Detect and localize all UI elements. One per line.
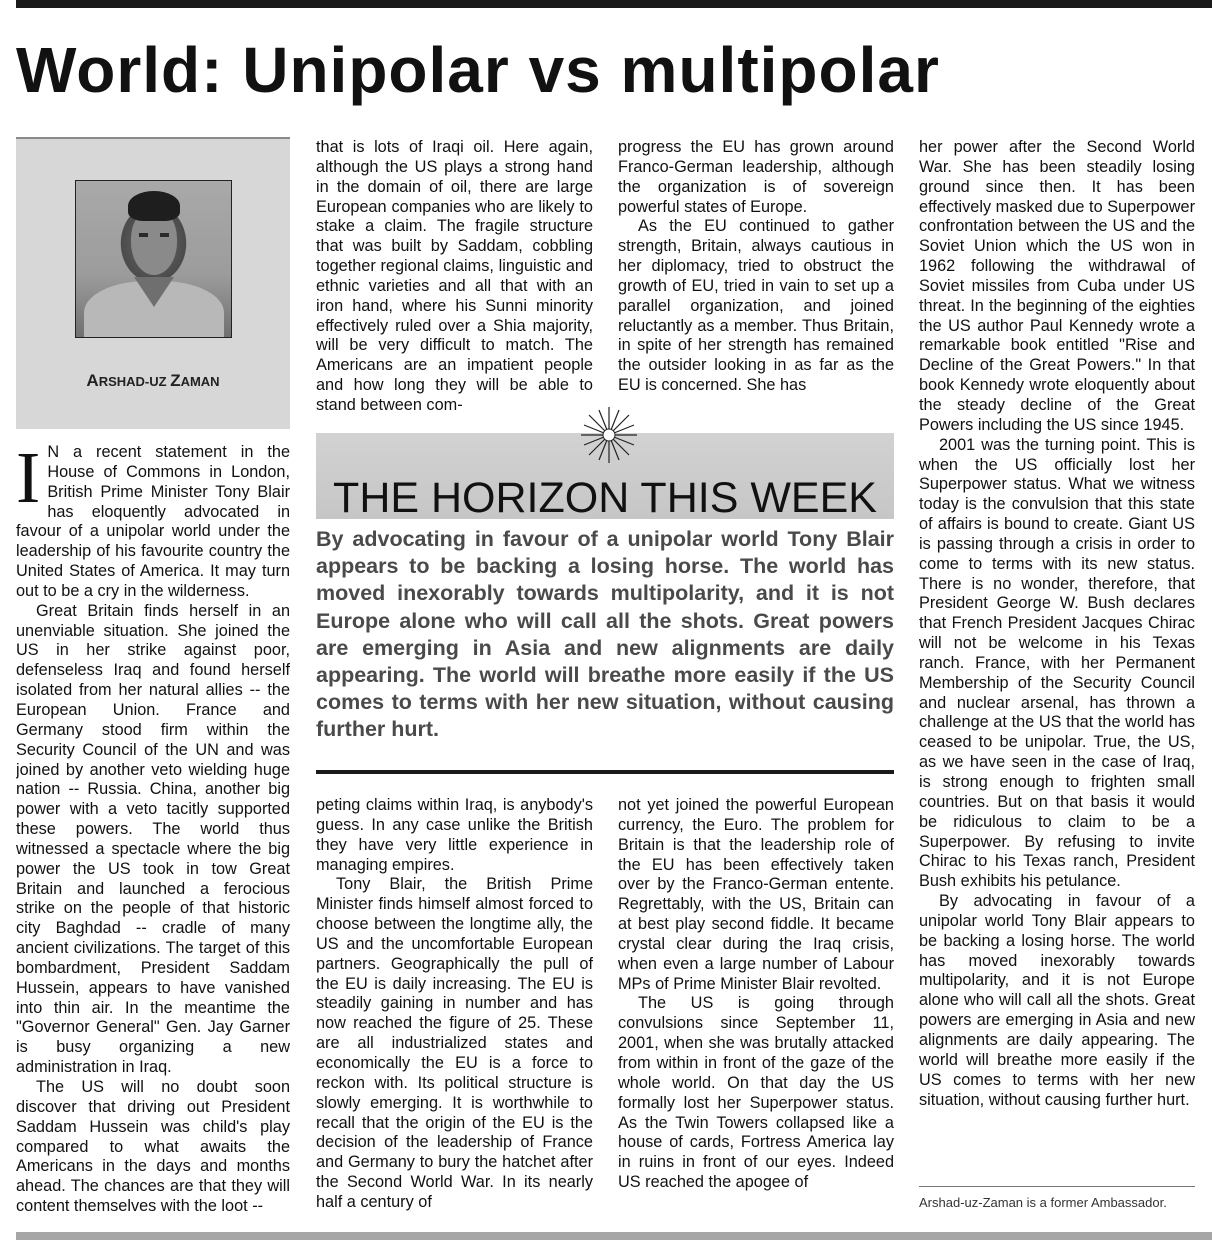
- paragraph: not yet joined the powerful European currency, the Euro. The problem for Britain is that the leadership role of the EU has been effectively taken over by the Franco-German entente. Regrettably, with the US, Britain can at best play second fiddle. It became crystal clear during the Iraq crisis, when even a large number of Labour MPs of Prime Minister Blair revolted.: [618, 796, 894, 993]
- column-2-bottom: [316, 796, 593, 1216]
- author-name-part: RSHAD-UZ: [98, 374, 171, 389]
- column-4: [919, 138, 1195, 1178]
- paragraph: The US is going through convulsions since September 11, 2001, when she was brutally attacked from within in front of the gaze of the whole world. On that day the US formally lost her Superpower status. As the Twin Towers collapsed like a house of cards, Fortress America lay in ruins in front of our eyes. Indeed US reached the apogee of: [618, 994, 894, 1192]
- paragraph: The US will no doubt soon discover that driving out President Saddam Hussein was child's play compared to what awaits the Americans in the days and months ahead. The chances are that they will content themselves with the loot --: [16, 1078, 290, 1216]
- headline: World: Unipolar vs multipolar: [16, 34, 940, 106]
- paragraph: I N a recent statement in the House of Commons in London, British Prime Minister Tony Blair has eloquently advocated in favour of a unipolar world under the leadership of his favourite country the United States of America. It may turn out to be a cry in the wilderness.: [16, 443, 290, 600]
- top-rule: [16, 0, 1212, 8]
- paragraph: progress the EU has grown around Franco-German leadership, although the organization is of sovereign powerful states of Europe.: [618, 138, 894, 216]
- feature-title: THE HORIZON THIS WEEK: [333, 474, 877, 522]
- author-surname-part: AMAN: [180, 374, 220, 389]
- column-3-top: [618, 138, 894, 420]
- author-photo: [75, 180, 232, 338]
- column-3-bottom: [618, 796, 894, 1216]
- author-surname-initial: Z: [170, 371, 181, 390]
- feature-title-box: [316, 433, 894, 522]
- pull-quote-rule: [316, 770, 894, 774]
- paragraph: Great Britain finds herself in an unenviable situation. She joined the US in her strike against poor, defenseless Iraq and found herself isolated from her natural allies -- the European Union. France and Germany stood firm within the Security Council of the UN and was joined by another veto wielding huge nation -- Russia. China, another big power with a veto tacitly supported these powers. The world thus witnessed a spectacle where the big power the US took in tow Great Britain and launched a ferocious strike on the people of that historic city Baghdad -- cradle of many ancient civilizations. The target of this bombardment, President Saddam Hussein, appears to have vanished into thin air. In the meantime the "Governor General" Gen. Jay Garner is busy organizing a new administration in Iraq.: [16, 601, 290, 1077]
- starburst-icon: [579, 405, 639, 465]
- author-initial: A: [86, 371, 99, 390]
- author-footnote: Arshad-uz-Zaman is a former Ambassador.: [919, 1195, 1167, 1210]
- paragraph: peting claims within Iraq, is anybody's guess. In any case unlike the British they have very little experience in managing empires.: [316, 796, 593, 874]
- pull-quote: By advocating in favour of a unipolar world Tony Blair appears to be backing a losing horse. The world has moved inexorably towards multipolarity, and it is not Europe alone who will call all the shots. Great powers are emerging in Asia and new alignments are daily appearing. The world will breathe more easily if the US comes to terms with her new situation, without causing further hurt.: [316, 527, 894, 742]
- byline-box: [16, 137, 290, 429]
- bottom-rule: [16, 1232, 1212, 1240]
- paragraph: As the EU continued to gather strength, Britain, always cautious in her diplomacy, tried to obstruct the growth of EU, tried in vain to set up a parallel organization, and joined reluctantly as a member. Thus Britain, in spite of her strength has remained the outsider looking in as far as the EU is concerned. She has: [618, 217, 894, 395]
- drop-cap: I: [16, 443, 41, 518]
- paragraph: her power after the Second World War. She has been steadily losing ground since then. It has been effectively masked due to Superpower confrontation between the US and the Soviet Union which the US won in 1962 following the withdrawal of Soviet missiles from Cuba under US threat. In the beginning of the eighties the US author Paul Kennedy wrote a remarkable book entitled "Rise and Decline of the Great Powers." In that book Kennedy wrote eloquently about the steady decline of the Great Powers including the US since 1945.: [919, 138, 1195, 434]
- author-byline: [16, 371, 290, 391]
- paragraph: By advocating in favour of a unipolar world Tony Blair appears to be backing a losing horse. The world has moved inexorably towards multipolarity, and it is not Europe alone who will call all the shots. Great powers are emerging in Asia and new alignments are daily appearing. The world will breathe more easily if the US comes to terms with her new situation, without causing further hurt.: [919, 892, 1195, 1109]
- column-2-top: [316, 138, 593, 420]
- column-1: [16, 443, 290, 1225]
- paragraph: 2001 was the turning point. This is when the US officially lost her Superpower status. What we witness today is the convulsion that this state of affairs is bound to create. Giant US is passing through a crisis in order to come to terms with its new status. There is no wonder, therefore, that President George W. Bush declares that French President Jacques Chirac will not be welcome in his Texas ranch. France, with her Permanent Membership of the Security Council and nuclear arsenal, has thrown a challenge at the US that the world has ceased to be unipolar. True, the US, as we have seen in the case of Iraq, is strong enough to frighten small countries. But on that basis it would be ridiculous to claim to be a Superpower. By refusing to invite Chirac to his Texas ranch, President Bush exhibits his petulance.: [919, 435, 1195, 891]
- paragraph: Tony Blair, the British Prime Minister finds himself almost forced to choose between the longtime ally, the US and the uncomfortable European partners. Geographically the pull of the EU is daily increasing. The EU is steadily gaining in number and has now reached the figure of 25. These are all industrialized states and economically the EU is a force to reckon with. Its political structure is slowly emerging. It is worthwhile to recall that the origin of the EU is the decision of the leadership of France and Germany to bury the hatchet after the Second World War. In its nearly half a century of: [316, 875, 593, 1211]
- footnote-rule: [919, 1186, 1195, 1187]
- paragraph: that is lots of Iraqi oil. Here again, although the US plays a strong hand in the domain of oil, there are large European companies who are likely to stake a claim. The fragile structure that was built by Saddam, cobbling together regional claims, linguistic and ethnic varieties and all that with an iron hand, where his Sunni minority effectively ruled over a Shia majority, will be very difficult to match. The Americans are an impatient people and how long they will be able to stand between com-: [316, 138, 593, 414]
